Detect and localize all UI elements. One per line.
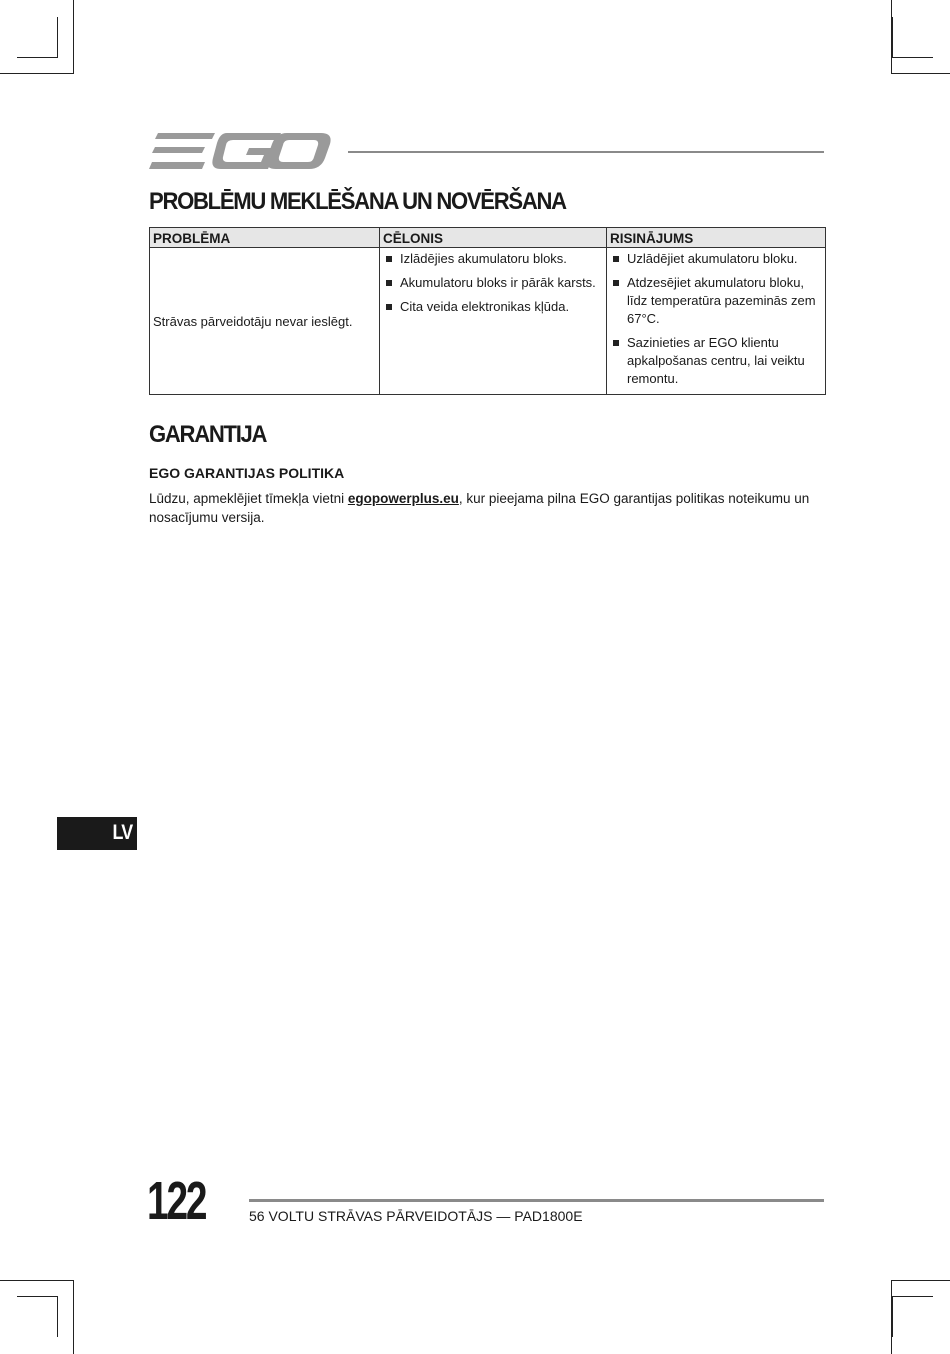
header-cause: CĒLONIS (380, 228, 607, 248)
footer-text: 56 VOLTU STRĀVAS PĀRVEIDOTĀJS — PAD1800E (249, 1208, 583, 1224)
troubleshooting-table (149, 227, 826, 395)
header-rule (348, 151, 824, 153)
page-number: 122 (147, 1171, 206, 1231)
solution-cell (607, 248, 826, 395)
table-row (150, 248, 826, 395)
warranty-text-before: Lūdzu, apmeklējiet tīmekļa vietni (149, 491, 348, 506)
solution-item: Uzlādējiet akumulatoru bloku. (613, 250, 821, 268)
problem-text: Strāvas pārveidotāju nevar ieslēgt. (153, 313, 353, 329)
solution-item: Atdzesējiet akumulatoru bloku, līdz temperatūra pazeminās zem 67°C. (613, 274, 821, 328)
problem-cell (150, 248, 380, 395)
footer-rule (249, 1199, 824, 1202)
language-tab-label: LV (112, 821, 132, 844)
warranty-subtitle: EGO GARANTIJAS POLITIKA (149, 465, 345, 481)
cause-item: Cita veida elektronikas kļūda. (386, 298, 602, 316)
cause-item: Izlādējies akumulatoru bloks. (386, 250, 602, 268)
header-problem: PROBLĒMA (150, 228, 380, 248)
ego-logo (149, 131, 331, 171)
header-solution: RISINĀJUMS (607, 228, 826, 248)
cause-cell (380, 248, 607, 395)
warranty-text-after: , kur pieejama pilna EGO garantijas politikas noteikumu un nosacījumu versija. (149, 491, 810, 525)
language-tab (57, 817, 137, 850)
warranty-link[interactable]: egopowerplus.eu (347, 491, 459, 506)
warranty-paragraph (149, 489, 825, 527)
troubleshooting-title: PROBLĒMU MEKLĒŠANA UN NOVĒRŠANA (149, 188, 566, 215)
cause-item: Akumulatoru bloks ir pārāk karsts. (386, 274, 602, 292)
table-header-row (150, 228, 826, 248)
solution-item: Sazinieties ar EGO klientu apkalpošanas centru, lai veiktu remontu. (613, 334, 821, 388)
warranty-title: GARANTIJA (149, 421, 267, 448)
